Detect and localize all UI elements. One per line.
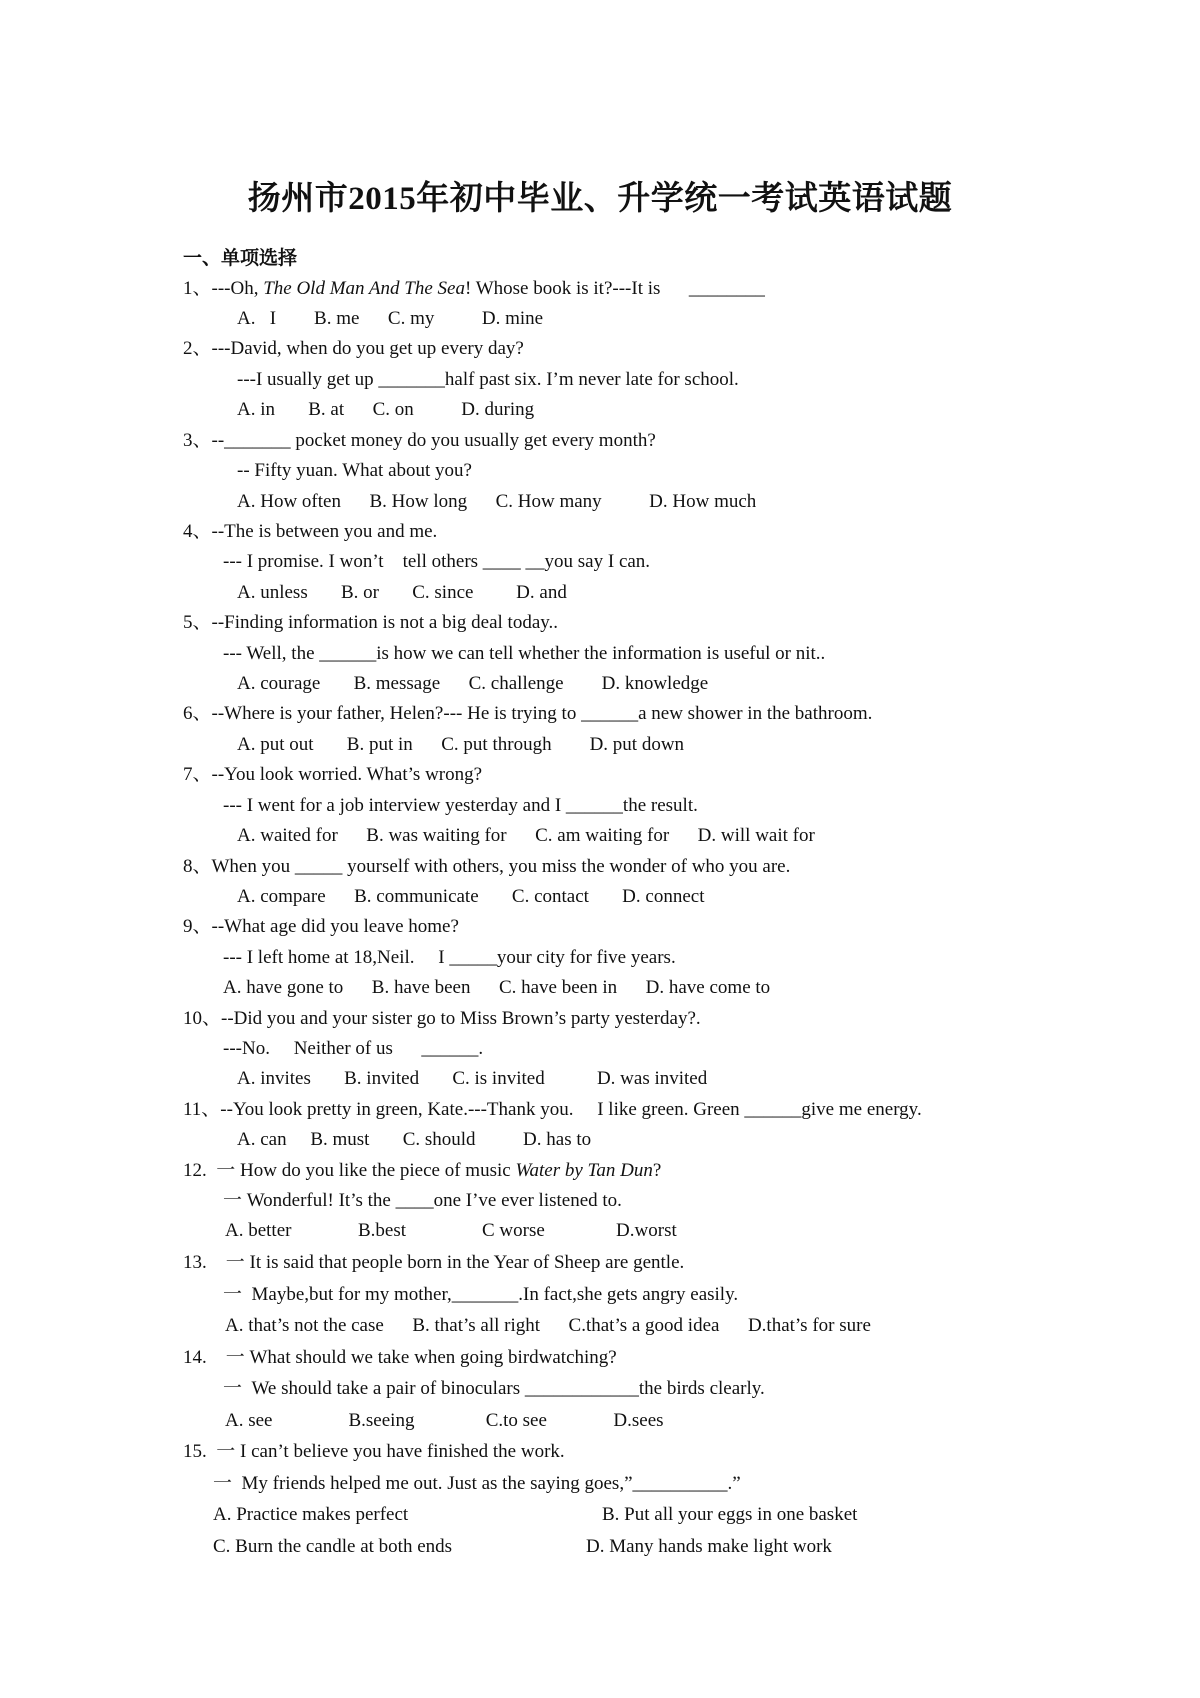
text-segment: A. How often B. How long C. How many D. How much (237, 491, 757, 512)
text-line (237, 673, 708, 695)
text-segment: 4、--The is between you and me. (183, 521, 438, 542)
text-segment: 3、--_______ pocket money do you usually get every month? (183, 430, 656, 451)
text-line (183, 278, 765, 300)
section-heading: 一、单项选择 (183, 248, 298, 269)
text-segment: A. that’s not the case B. that’s all right C.that’s a good idea D.that’s for sure (225, 1315, 871, 1336)
text-segment: 10、--Did you and your sister go to Miss Brown’s party yesterday?. (183, 1008, 701, 1029)
text-segment: 一 Wonderful! It’s the ____one I’ve ever listened to. (223, 1190, 622, 1211)
text-segment: --- Well, the ______is how we can tell whether the information is useful or nit.. (223, 643, 826, 664)
text-line (237, 734, 684, 756)
text-line (183, 1008, 701, 1030)
text-line (237, 886, 704, 908)
text-segment: 2、---David, when do you get up every day? (183, 338, 524, 359)
text-line (183, 338, 524, 360)
text-line (237, 491, 756, 513)
text-line (183, 430, 656, 452)
text-line (183, 521, 437, 543)
text-line (223, 977, 770, 999)
text-segment: 13. 一 It is said that people born in the Year of Sheep are gentle. (183, 1252, 685, 1273)
text-segment: 一 We should take a pair of binoculars ____________the birds clearly. (223, 1378, 765, 1399)
text-line (237, 1129, 591, 1151)
text-segment: A. I B. me C. my D. mine (237, 308, 544, 329)
text-line (183, 1099, 922, 1121)
text-segment: D. Many hands make light work (586, 1536, 832, 1557)
text-line (223, 643, 825, 665)
text-line (183, 612, 558, 634)
text-line (237, 369, 739, 391)
text-line (586, 1536, 832, 1558)
text-line (225, 1220, 677, 1242)
text-line (237, 308, 543, 330)
text-segment: A. have gone to B. have been C. have been in D. have come to (223, 977, 771, 998)
italic-title: The Old Man And The Sea (263, 278, 465, 299)
text-segment: 15. 一 I can’t believe you have finished the work. (183, 1441, 565, 1462)
text-segment: 11、--You look pretty in green, Kate.---Thank you. I like green. Green ______give me energy. (183, 1099, 922, 1120)
text-segment: -- Fifty yuan. What about you? (237, 460, 472, 481)
text-segment: A. better B.best C worse D.worst (225, 1220, 677, 1241)
text-segment: A. waited for B. was waiting for C. am waiting for D. will wait for (237, 825, 815, 846)
text-segment: --- I went for a job interview yesterday and I ______the result. (223, 795, 698, 816)
text-segment: 一 My friends helped me out. Just as the saying goes,”__________.” (213, 1473, 741, 1494)
text-line (225, 1410, 664, 1432)
text-line (237, 1068, 707, 1090)
text-segment: 8、When you _____ yourself with others, you miss the wonder of who you are. (183, 856, 791, 877)
text-segment: 5、--Finding information is not a big deal today.. (183, 612, 559, 633)
text-segment: ! Whose book is it?---It is ________ (464, 278, 765, 299)
text-line (223, 1284, 738, 1306)
text-line (237, 399, 534, 421)
text-line (183, 1441, 565, 1463)
text-segment: A. in B. at C. on D. during (237, 399, 535, 420)
text-line (223, 947, 676, 969)
text-segment: 1、---Oh, (183, 278, 264, 299)
text-segment: 7、--You look worried. What’s wrong? (183, 764, 483, 785)
text-segment: 12. 一 How do you like the piece of music (183, 1160, 516, 1181)
text-line (183, 856, 790, 878)
text-line (213, 1536, 452, 1558)
text-segment: ---No. Neither of us ______. (223, 1038, 484, 1059)
text-segment: 一 Maybe,but for my mother,_______.In fact,she gets angry easily. (223, 1284, 739, 1305)
text-line (602, 1504, 857, 1526)
text-segment: A. courage B. message C. challenge D. knowledge (237, 673, 709, 694)
text-line (213, 1473, 741, 1495)
text-segment: A. invites B. invited C. is invited D. was invited (237, 1068, 708, 1089)
text-segment: A. Practice makes perfect (213, 1504, 409, 1525)
text-segment: --- I left home at 18,Neil. I _____your city for five years. (223, 947, 676, 968)
text-line (237, 582, 567, 604)
text-line (183, 1347, 617, 1369)
text-segment: C. Burn the candle at both ends (213, 1536, 453, 1557)
text-line (183, 1252, 684, 1274)
text-segment: --- I promise. I won’t tell others ____ __you say I can. (223, 551, 651, 572)
italic-title: Water by Tan Dun (515, 1160, 653, 1181)
text-segment: 6、--Where is your father, Helen?--- He is trying to ______a new shower in the bathroom. (183, 703, 873, 724)
page-title: 扬州市2015年初中毕业、升学统一考试英语试题 (247, 181, 953, 217)
text-line (223, 1038, 483, 1060)
text-line (223, 551, 650, 573)
text-line (183, 764, 482, 786)
text-segment: A. can B. must C. should D. has to (237, 1129, 592, 1150)
text-segment: A. put out B. put in C. put through D. put down (237, 734, 685, 755)
text-line (183, 1160, 661, 1182)
text-line (225, 1315, 871, 1337)
text-segment: A. unless B. or C. since D. and (237, 582, 567, 603)
text-line (183, 916, 459, 938)
text-segment: 14. 一 What should we take when going birdwatching? (183, 1347, 617, 1368)
text-segment: A. see B.seeing C.to see D.sees (225, 1410, 664, 1431)
text-segment: ? (652, 1160, 662, 1181)
text-line (237, 460, 472, 482)
text-line (223, 1378, 765, 1400)
text-segment: B. Put all your eggs in one basket (602, 1504, 858, 1525)
text-line (223, 1190, 622, 1212)
text-segment: 9、--What age did you leave home? (183, 916, 459, 937)
text-segment: A. compare B. communicate C. contact D. connect (237, 886, 705, 907)
text-line (213, 1504, 408, 1526)
text-line (183, 703, 872, 725)
text-line (237, 825, 815, 847)
text-segment: ---I usually get up _______half past six. I’m never late for school. (237, 369, 739, 390)
text-line (223, 795, 698, 817)
